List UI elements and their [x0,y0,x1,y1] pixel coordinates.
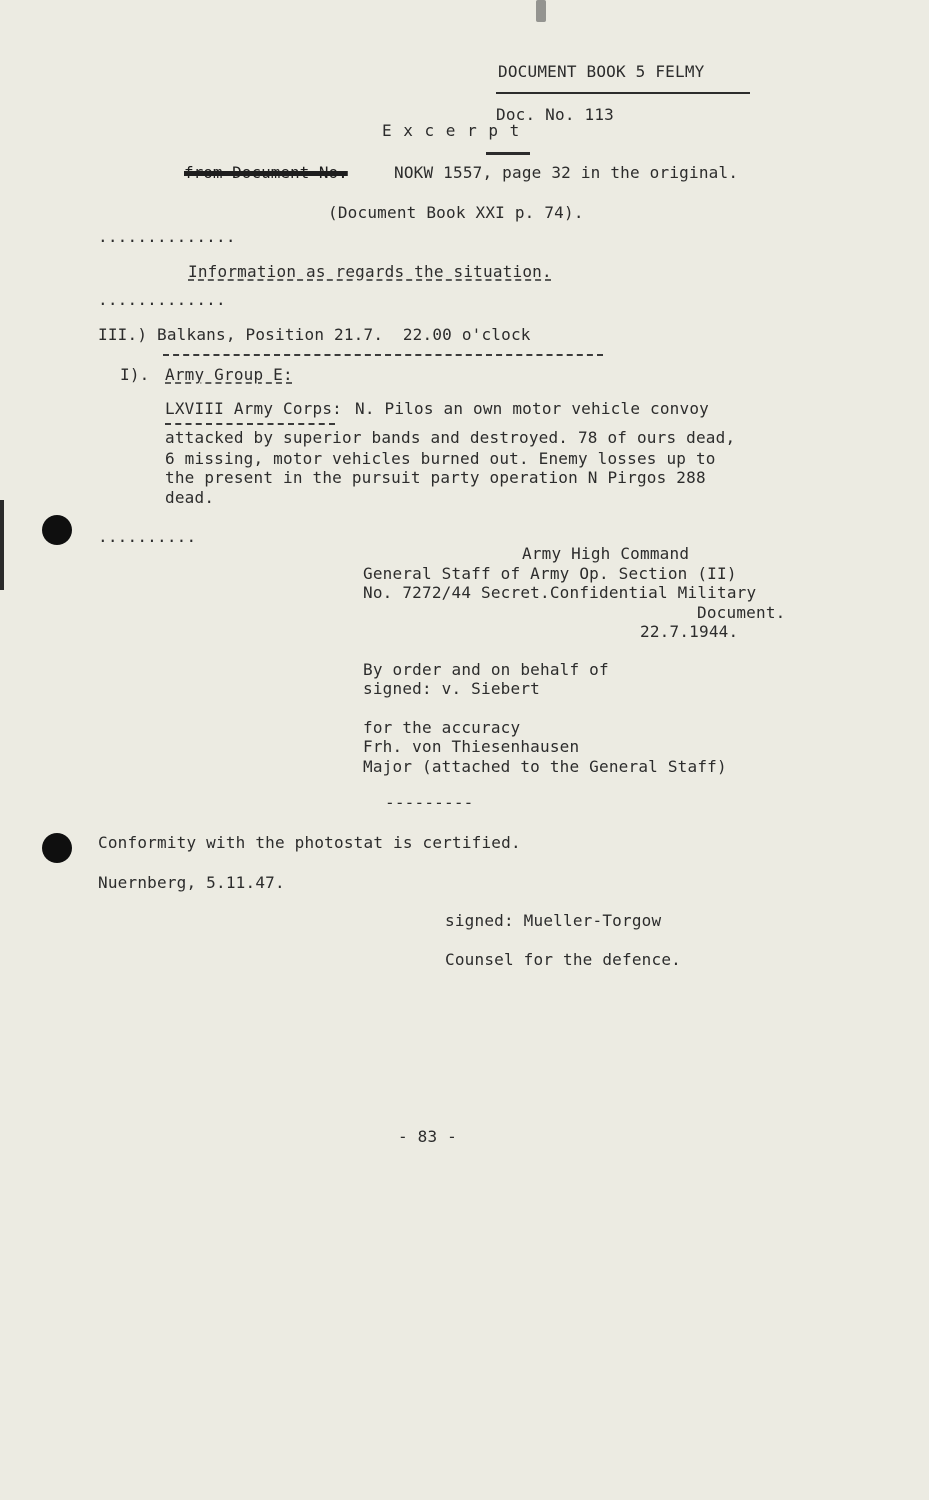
signed-siebert: signed: v. Siebert [363,679,540,698]
doc-number: Doc. No. 113 [496,105,614,124]
section-heading: III.) Balkans, Position 21.7. 22.00 o'clock [98,325,531,344]
punch-hole-bottom [42,833,72,863]
command-line-2: General Staff of Army Op. Section (II) [363,564,737,583]
struck-text: from Document No. [184,163,348,182]
header-rule [496,92,750,94]
counsel-role: Counsel for the defence. [445,950,681,969]
section-underline [163,354,603,356]
command-date: 22.7.1944. [640,622,739,641]
separator-dashes: --------- [385,793,474,812]
page-number: - 83 - [398,1127,457,1146]
subsection-number: I). [120,365,150,384]
place-date: Nuernberg, 5.11.47. [98,873,285,892]
dots-separator-3: .......... [98,527,197,546]
signed-mueller-torgow: signed: Mueller-Torgow [445,911,662,930]
command-line-3: No. 7272/44 Secret.Confidential Military [363,583,757,602]
page-edge-shadow [0,500,4,590]
punch-hole-top [42,515,72,545]
command-line-4: Document. [697,603,786,622]
corps-underline [165,423,335,425]
body-line-5: dead. [165,488,215,507]
dots-separator-1: .............. [98,227,236,246]
document-book-label: DOCUMENT BOOK 5 FELMY [498,62,705,81]
body-line-2: attacked by superior bands and destroyed. 78 of ours dead, [165,428,736,447]
staple-mark [536,0,546,22]
order-line: By order and on behalf of [363,660,609,679]
command-line-1: Army High Command [522,544,690,563]
source-reference: NOKW 1557, page 32 in the original. [394,163,739,182]
body-line-3: 6 missing, motor vehicles burned out. Enemy losses up to [165,449,716,468]
rank-line: Major (attached to the General Staff) [363,757,727,776]
excerpt-rule [486,152,530,155]
certification-text: Conformity with the photostat is certified. [98,833,521,852]
situation-heading: Information as regards the situation. [188,262,552,281]
thiesenhausen-name: Frh. von Thiesenhausen [363,737,580,756]
dots-separator-2: ............. [98,290,226,309]
body-line-4: the present in the pursuit party operation N Pirgos 288 [165,468,706,487]
excerpt-title: E x c e r p t [382,121,521,140]
accuracy-line: for the accuracy [363,718,521,737]
document-book-reference: (Document Book XXI p. 74). [328,203,584,222]
corps-label: LXVIII Army Corps: [165,399,342,418]
body-line-1: N. Pilos an own motor vehicle convoy [355,399,709,418]
subsection-title: Army Group E: [165,365,293,384]
